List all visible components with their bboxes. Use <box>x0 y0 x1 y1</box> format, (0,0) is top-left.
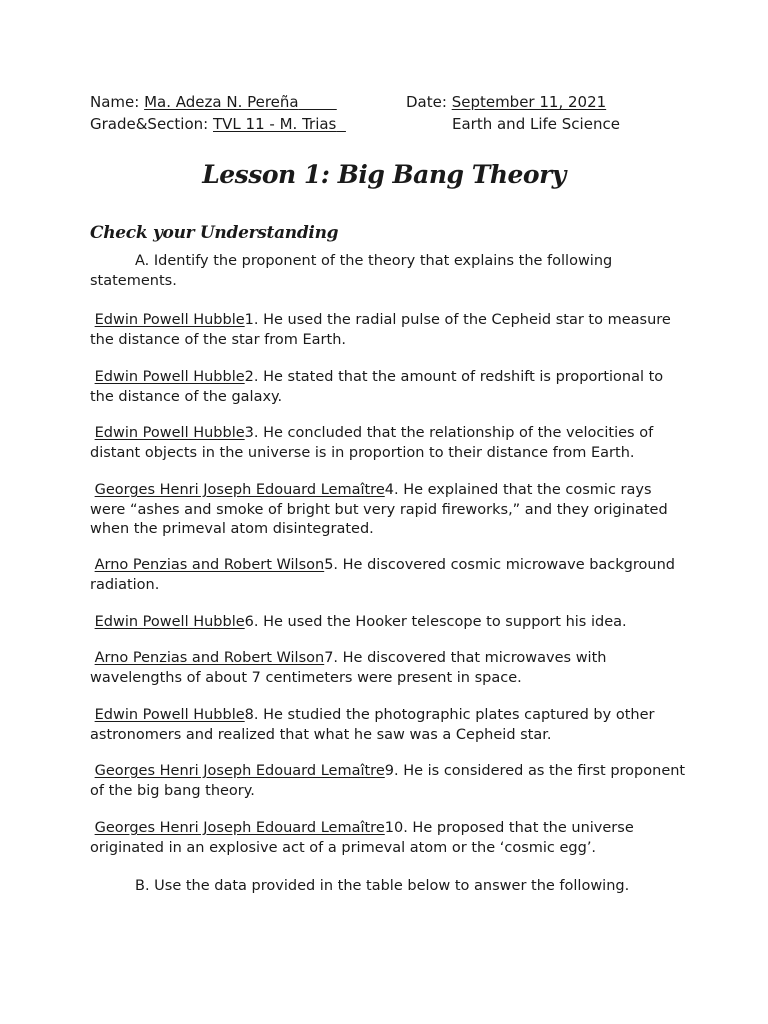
item-text: 6. He used the Hooker telescope to support his idea. <box>244 614 627 630</box>
name-line <box>90 92 337 112</box>
list-item <box>90 613 688 633</box>
item-answer: Arno Penzias and Robert Wilson <box>94 650 325 666</box>
item-answer: Edwin Powell Hubble <box>94 707 245 723</box>
grade-label: Grade&Section: <box>90 115 209 133</box>
list-item <box>90 481 688 540</box>
instruction-b: B. Use the data provided in the table below to answer the following. <box>135 878 630 894</box>
date-value: September 11, 2021 <box>451 93 607 111</box>
name-label: Name: <box>90 93 140 111</box>
subject-line: Earth and Life Science <box>452 115 620 133</box>
list-item <box>90 819 688 858</box>
list-item <box>90 649 688 688</box>
item-answer: Georges Henri Joseph Edouard Lemaître <box>94 482 385 498</box>
list-item <box>90 762 688 801</box>
item-text: 1. He used the radial pulse of the Cepheid star to measure the distance of the star from Earth. <box>90 312 671 348</box>
section-heading: Check your Understanding <box>90 223 339 243</box>
list-item <box>90 311 688 350</box>
grade-line <box>90 114 346 134</box>
item-text: 3. He concluded that the relationship of the velocities of distant objects in the universe is in proportion to their distance from Earth. <box>90 425 654 461</box>
item-answer: Edwin Powell Hubble <box>94 312 245 328</box>
date-label: Date: <box>406 93 447 111</box>
item-text: 4. He explained that the cosmic rays were “ashes and smoke of bright but very rapid fireworks,” and they originated when the primeval atom disintegrated. <box>90 482 668 537</box>
item-answer: Edwin Powell Hubble <box>94 425 245 441</box>
item-text: 9. He is considered as the first proponent of the big bang theory. <box>90 763 686 799</box>
date-line <box>406 92 606 112</box>
item-text: 5. He discovered cosmic microwave background radiation. <box>90 557 675 593</box>
item-answer: Georges Henri Joseph Edouard Lemaître <box>94 820 385 836</box>
list-item <box>90 556 688 595</box>
list-item <box>90 706 688 745</box>
list-item <box>90 424 688 463</box>
item-text: 10. He proposed that the universe originated in an explosive act of a primeval atom or the ‘cosmic egg’. <box>90 820 634 856</box>
item-text: 2. He stated that the amount of redshift is proportional to the distance of the galaxy. <box>90 369 664 405</box>
item-answer: Edwin Powell Hubble <box>94 614 245 630</box>
item-answer: Arno Penzias and Robert Wilson <box>94 557 325 573</box>
lesson-title: Lesson 1: Big Bang Theory <box>202 160 566 189</box>
item-text: 7. He discovered that microwaves with wavelengths of about 7 centimeters were present in space. <box>90 650 607 686</box>
name-value: Ma. Adeza N. Pereña <box>144 93 299 111</box>
item-answer: Edwin Powell Hubble <box>94 369 245 385</box>
item-text: 8. He studied the photographic plates captured by other astronomers and realized that what he saw was a Cepheid star. <box>90 707 655 743</box>
item-answer: Georges Henri Joseph Edouard Lemaître <box>94 763 385 779</box>
list-item <box>90 368 688 407</box>
instruction-a: A. Identify the proponent of the theory that explains the following statements. <box>90 253 613 289</box>
grade-value: TVL 11 - M. Trias <box>213 115 337 133</box>
